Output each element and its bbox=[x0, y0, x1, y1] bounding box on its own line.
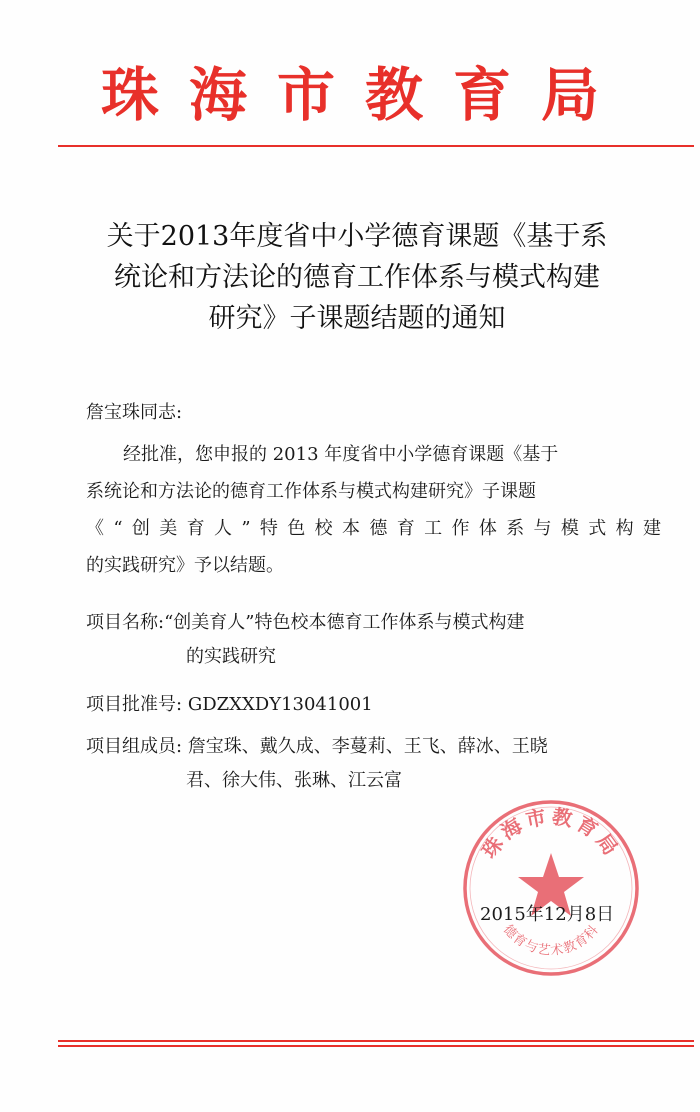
project-team-label: 项目组成员: bbox=[86, 736, 183, 757]
body-line: 《“创美育人”特色校本德育工作体系与模式构建 bbox=[86, 518, 661, 539]
notice-title-line: 关于2013年度省中小学德育课题《基于系 bbox=[106, 221, 608, 252]
project-name-field bbox=[86, 606, 661, 674]
letterhead-title: 珠海市教育局 bbox=[100, 61, 629, 129]
body-line: 系统论和方法论的德育工作体系与模式构建研究》子课题 bbox=[86, 481, 536, 502]
project-name-label: 项目名称: bbox=[86, 612, 165, 633]
svg-text:德育与艺术教育科 bbox=[500, 922, 602, 959]
project-number-value: GDZXXDY13041001 bbox=[187, 694, 373, 715]
body-line: 经批准，您申报的 2013 年度省中小学德育课题《基于 bbox=[123, 444, 559, 465]
project-number-label: 项目批准号: bbox=[86, 694, 183, 715]
seal-arc-text: 珠海市教育局 bbox=[476, 803, 626, 863]
project-team-value: 詹宝珠、戴久成、李蔓莉、王飞、薛冰、王晓 bbox=[187, 736, 548, 757]
project-team-field bbox=[86, 730, 661, 798]
letterhead-red-rule bbox=[58, 145, 694, 147]
notice-title bbox=[62, 216, 652, 339]
issue-date: 2015年12月8日 bbox=[480, 904, 615, 925]
project-team-value-cont: 君、徐大伟、张琳、江云富 bbox=[186, 770, 402, 791]
notice-title-line: 研究》子课题结题的通知 bbox=[208, 303, 506, 334]
project-number-field bbox=[86, 688, 661, 722]
footer-red-rule-thin bbox=[58, 1045, 694, 1047]
body-line: 的实践研究》予以结题。 bbox=[86, 555, 284, 576]
official-seal-icon bbox=[458, 795, 644, 981]
salutation: 詹宝珠同志: bbox=[86, 402, 183, 423]
project-name-value-cont: 的实践研究 bbox=[186, 646, 276, 667]
footer-red-rule bbox=[58, 1040, 694, 1042]
project-name-value: “创美育人”特色校本德育工作体系与模式构建 bbox=[164, 612, 525, 633]
body-paragraph bbox=[86, 436, 661, 584]
seal-department-text: 德育与艺术教育科 bbox=[499, 922, 603, 959]
notice-title-line: 统论和方法论的德育工作体系与模式构建 bbox=[114, 262, 600, 293]
